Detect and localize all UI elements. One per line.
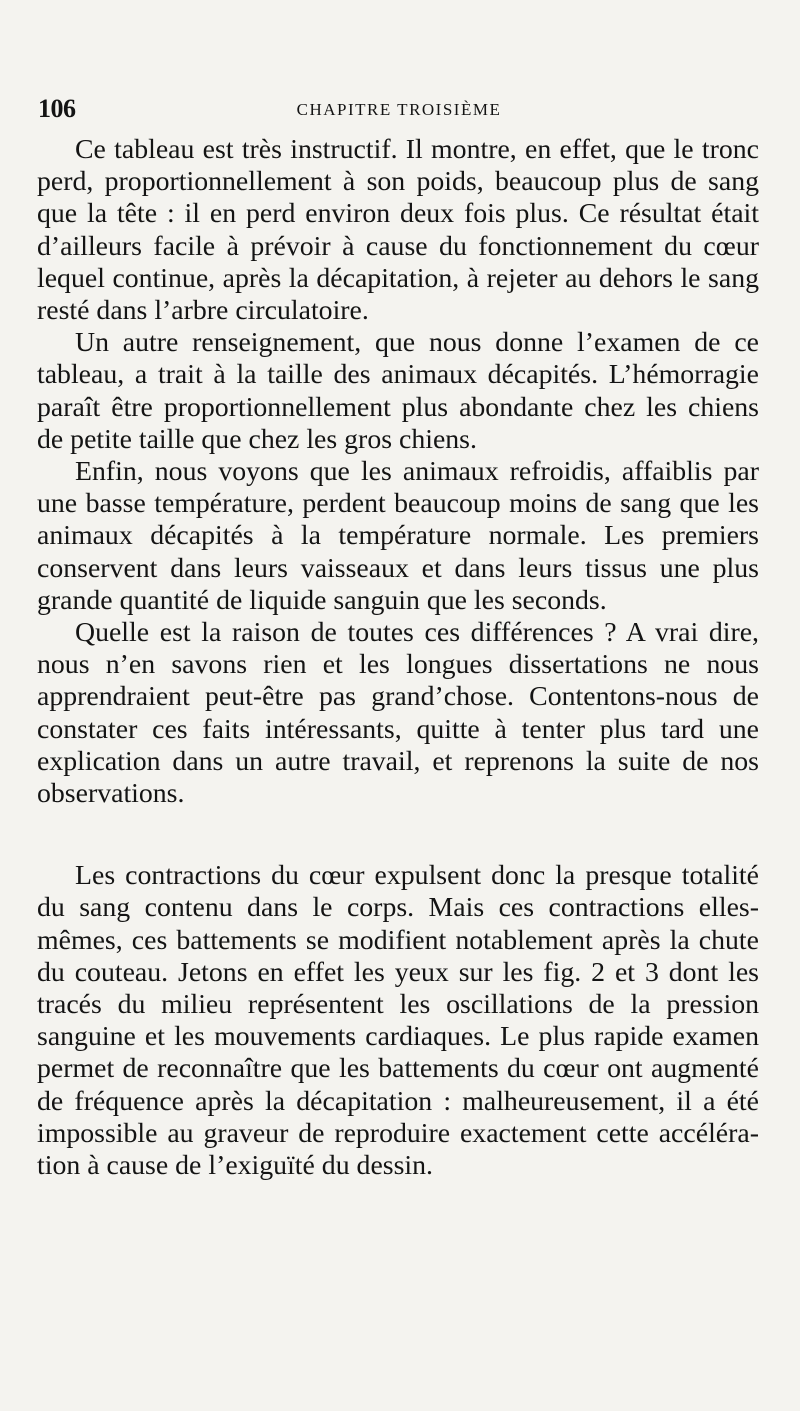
page-number: 106 bbox=[38, 94, 76, 123]
paragraph: Les contractions du cœur expulsent donc la presque totalité du sang contenu dans le corps. Mais ces contractions elles-mêmes, ces battements se modifient notablement après la chute du couteau. Jetons en effet les yeux sur les fig. 2 et 3 dont les tracés du milieu représentent les oscillations de la pression sanguine et les mouvements cardiaques. Le plus rapide examen permet de reconnaître que les battements du cœur ont augmenté de fréquence après la décapitation : malheureusement, il a été impossible au graveur de reproduire exactement cette accélération à cause de l’exiguïté du dessin. bbox=[37, 860, 759, 1182]
body-text bbox=[37, 134, 759, 1182]
paragraph: Ce tableau est très instructif. Il montre, en effet, que le tronc perd, proportionnellement à son poids, beaucoup plus de sang que la tête : il en perd environ deux fois plus. Ce résultat était d’ailleurs facile à prévoir à cause du fonctionnement du cœur lequel continue, après la décapitation, à rejeter au dehors le sang resté dans l’arbre circulatoire. bbox=[37, 134, 759, 327]
running-head: CHAPITRE TROISIÈME bbox=[296, 100, 502, 119]
paragraph: Un autre renseignement, que nous donne l’examen de ce tableau, a trait à la taille des animaux décapités. L’hémorragie paraît être proportionnellement plus abondante chez les chiens de petite taille que chez les gros chiens. bbox=[37, 327, 759, 455]
section-break bbox=[37, 810, 759, 860]
paragraph: Enfin, nous voyons que les animaux refroidis, affaiblis par une basse température, perdent beaucoup moins de sang que les animaux décapités à la température normale. Les premiers conservent dans leurs vaisseaux et dans leurs tissus une plus grande quantité de liquide sanguin que les seconds. bbox=[37, 456, 759, 616]
page-header bbox=[38, 94, 760, 124]
paragraph: Quelle est la raison de toutes ces différences ? A vrai dire, nous n’en savons rien et les longues dissertations ne nous apprendraient peut-être pas grand’chose. Contentons-nous de constater ces faits intéressants, quitte à tenter plus tard une explication dans un autre travail, et reprenons la suite de nos observations. bbox=[37, 617, 759, 810]
